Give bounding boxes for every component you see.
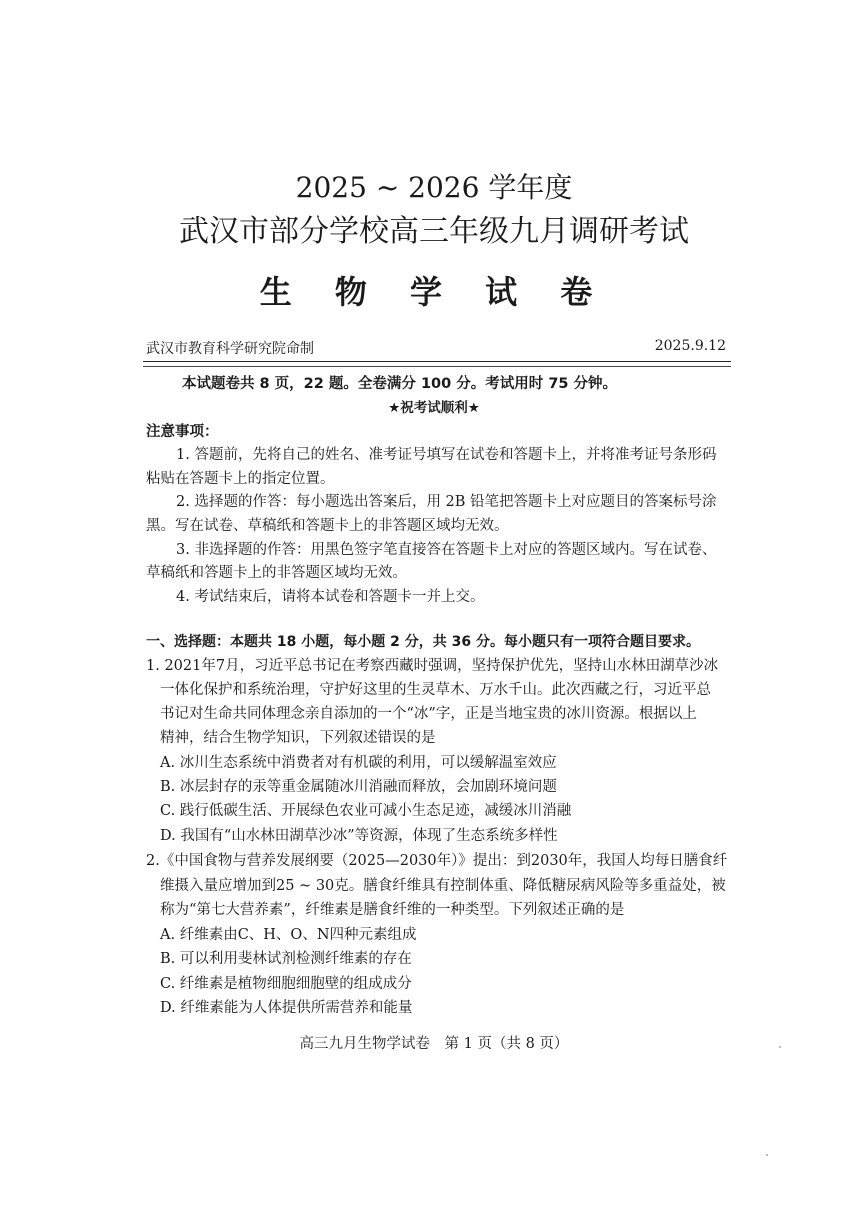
notice-line: 4. 考试结束后，请将本试卷和答题卡一并上交。 [176,589,485,605]
notice-title: 注意事项： [146,424,219,440]
publisher: 武汉市教育科学研究院命制 [146,341,314,357]
answer-option: C. 纤维素是植物细胞细胞壁的组成成分 [160,976,412,992]
scan-speck [766,1154,768,1156]
notice-line: 黑。写在试卷、草稿纸和答题卡上的非答题区域均无效。 [146,518,509,534]
notice-line: 2. 选择题的作答：每小题选出答案后，用 2B 铅笔把答题卡上对应题目的答案标号涂 [176,494,717,510]
answer-option: D. 我国有“山水林田湖草沙冰”等资源，体现了生态系统多样性 [160,828,558,844]
header-divider [143,361,731,362]
notice-line: 粘贴在答题卡上的指定位置。 [146,471,335,487]
notice-line: 1. 答题前，先将自己的姓名、准考证号填写在试卷和答题卡上，并将准考证号条形码 [176,447,717,463]
question-stem: 称为“第七大营养素”，纤维素是膳食纤维的一种类型。下列叙述正确的是 [160,902,625,918]
question-stem: 维摄入量应增加到25 ~ 30克。膳食纤维具有控制体重、降低糖尿病风险等多重益处，被 [160,878,726,894]
question-stem: 书记对生命共同体理念亲自添加的一个“冰”字，正是当地宝贵的冰川资源。根据以上 [160,706,697,722]
exam-date: 2025.9.12 [654,338,726,354]
question-stem: 精神，结合生物学知识，下列叙述错误的是 [160,730,436,746]
page-footer: 高三九月生物学试卷 第 1 页（共 8 页） [299,1036,569,1052]
notice-line: 3. 非选择题的作答：用黑色签字笔直接答在答题卡上对应的答题区域内。写在试卷、 [176,542,717,558]
answer-option: D. 纤维素能为人体提供所需营养和能量 [160,1000,413,1016]
notice-line: 草稿纸和答题卡上的非答题区域均无效。 [146,565,407,581]
good-luck-note: ★祝考试顺利★ [388,400,480,416]
answer-option: A. 冰川生态系统中消费者对有机碳的利用，可以缓解温室效应 [160,755,557,771]
publisher-row [146,338,726,358]
school-year-title: 2025 ~ 2026 学年度 [295,171,573,204]
scan-speck [779,1046,781,1048]
exam-name-title: 武汉市部分学校高三年级九月调研考试 [179,214,689,249]
section-heading: 一、选择题：本题共 18 小题，每小题 2 分，共 36 分。每小题只有一项符合题目要求。 [146,634,700,650]
answer-option: C. 践行低碳生活、开展绿色农业可减小生态足迹，减缓冰川消融 [160,803,572,819]
question-stem: 1. 2021年7月，习近平总书记在考察西藏时强调，坚持保护优先，坚持山水林田湖草沙冰 [146,658,719,674]
question-stem: 一体化保护和系统治理，守护好这里的生灵草木、万水千山。此次西藏之行，习近平总 [160,682,711,698]
subject-title: 生 物 学 试 卷 [259,273,609,311]
answer-option: A. 纤维素由C、H、O、N四种元素组成 [160,927,417,943]
question-stem: 2.《中国食物与营养发展纲要（2025—2030年）》提出：到2030年，我国人均每日膳食纤 [146,853,728,869]
answer-option: B. 冰层封存的汞等重金属随冰川消融而释放，会加剧环境问题 [160,779,557,795]
answer-option: B. 可以利用斐林试剂检测纤维素的存在 [160,951,412,967]
header-divider-thin [143,366,731,367]
exam-summary: 本试题卷共 8 页，22 题。全卷满分 100 分。考试用时 75 分钟。 [182,376,618,392]
